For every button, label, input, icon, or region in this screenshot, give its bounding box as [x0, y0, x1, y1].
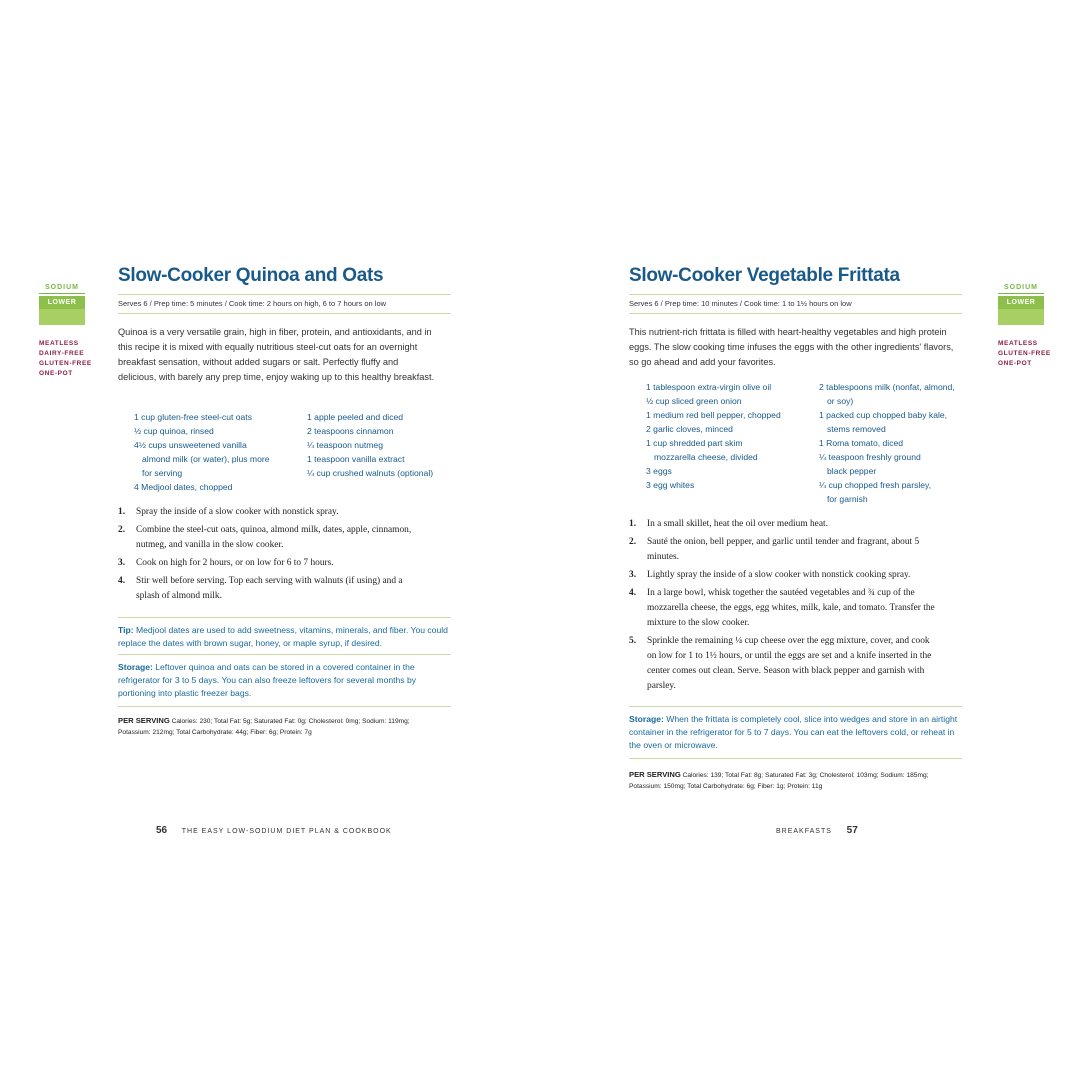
instruction-step — [629, 586, 939, 631]
nutrition-text: Calories: 230; Total Fat: 5g; Saturated Fat: 0g; Cholesterol: 0mg; Sodium: 119mg; Potassium: 212mg; Total Carbohydrate: 44g; Fiber: 6g; Protein: 7g — [118, 718, 410, 736]
nutrition-text: Calories: 139; Total Fat: 8g; Saturated Fat: 3g; Cholesterol: 103mg; Sodium: 185mg; Potassium: 150mg; Total Carbohydrate: 6g; Fiber: 1g; Protein: 11g — [629, 772, 929, 790]
step-text: In a small skillet, heat the oil over medium heat. — [647, 519, 828, 529]
book-title: THE EASY LOW-SODIUM DIET PLAN & COOKBOOK — [181, 828, 392, 835]
diet-tag: MEATLESS — [998, 340, 1038, 347]
sodium-level: LOWER — [998, 296, 1044, 309]
ingredient: ¼ teaspoon nutmeg — [307, 440, 383, 450]
diet-tag: GLUTEN-FREE — [39, 360, 92, 367]
ingredient-continued: almond milk (or water), plus more — [142, 454, 270, 464]
sodium-level-bar — [998, 309, 1044, 325]
step-text: Stir well before serving. Top each serving with walnuts (if using) and a splash of almond milk. — [136, 576, 403, 601]
instructions — [629, 517, 939, 697]
storage-label: Storage: — [118, 662, 153, 672]
ingredients-column-1 — [134, 410, 304, 494]
storage-note — [629, 706, 962, 759]
ingredient: 3 egg whites — [646, 480, 695, 490]
sodium-badge — [998, 284, 1051, 369]
diet-tags — [39, 339, 92, 379]
nutrition-info — [118, 715, 433, 738]
nutrition-info — [629, 769, 944, 792]
tip-label: Tip: — [118, 625, 134, 635]
recipe-intro: This nutrient-rich frittata is filled with heart-healthy vegetables and high protein eggs. The slow cooking time infuses the eggs with the other ingredients' flavors, so go ahead and add your favorites. — [629, 327, 954, 367]
ingredient: 1 packed cup chopped baby kale, — [819, 410, 948, 420]
step-text: Cook on high for 2 hours, or on low for 6 to 7 hours. — [136, 558, 334, 568]
step-number: 3. — [629, 570, 637, 580]
storage-label: Storage: — [629, 714, 664, 724]
nutrition-label: PER SERVING — [118, 716, 170, 725]
sodium-label: SODIUM — [39, 284, 85, 294]
ingredient: ½ cup quinoa, rinsed — [134, 426, 214, 436]
ingredient: 1 tablespoon extra-virgin olive oil — [646, 382, 772, 392]
recipe-title: Slow-Cooker Quinoa and Oats — [118, 265, 384, 286]
ingredient: ½ cup sliced green onion — [646, 396, 742, 406]
instruction-step — [118, 574, 418, 604]
diet-tag: GLUTEN-FREE — [998, 350, 1051, 357]
ingredient: 4½ cups unsweetened vanilla — [134, 440, 247, 450]
sodium-level-bar — [39, 309, 85, 325]
step-text: Sauté the onion, bell pepper, and garlic until tender and fragrant, about 5 minutes. — [647, 537, 920, 562]
tip-note — [118, 617, 451, 650]
instruction-step — [629, 634, 939, 694]
diet-tag: ONE-POT — [998, 360, 1032, 367]
ingredient-continued: for garnish — [827, 494, 868, 504]
ingredient: 2 teaspoons cinnamon — [307, 426, 394, 436]
recipe-meta: Serves 6 / Prep time: 10 minutes / Cook time: 1 to 1½ hours on low — [629, 294, 962, 314]
step-number: 2. — [118, 525, 126, 535]
nutrition-label: PER SERVING — [629, 770, 681, 779]
sodium-badge — [39, 284, 92, 379]
tip-text: Medjool dates are used to add sweetness, vitamins, minerals, and fiber. You could replace the dates with brown sugar, honey, or maple syrup, if desired. — [118, 625, 448, 648]
page-footer — [776, 825, 858, 836]
page-number: 56 — [156, 825, 168, 836]
step-text: Combine the steel-cut oats, quinoa, almond milk, dates, apple, cinnamon, nutmeg, and vanilla in the slow cooker. — [136, 525, 412, 550]
diet-tag: DAIRY-FREE — [39, 350, 85, 357]
ingredient: 1 Roma tomato, diced — [819, 438, 904, 448]
ingredient-continued: for serving — [142, 468, 183, 478]
step-number: 1. — [118, 507, 126, 517]
ingredient: ¼ cup chopped fresh parsley, — [819, 480, 932, 490]
ingredient: 1 medium red bell pepper, chopped — [646, 410, 781, 420]
instructions — [118, 505, 418, 607]
page-number: 57 — [846, 825, 858, 836]
ingredient: 3 eggs — [646, 466, 672, 476]
diet-tag: MEATLESS — [39, 340, 79, 347]
recipe-title: Slow-Cooker Vegetable Frittata — [629, 265, 900, 286]
ingredients-column-1 — [646, 380, 816, 492]
ingredient-continued: stems removed — [827, 424, 886, 434]
step-number: 3. — [118, 558, 126, 568]
ingredient-continued: black pepper — [827, 466, 877, 476]
ingredients-column-2 — [307, 410, 457, 480]
instruction-step — [118, 556, 418, 571]
ingredient: 4 Medjool dates, chopped — [134, 482, 233, 492]
ingredient: ¼ teaspoon freshly ground — [819, 452, 921, 462]
storage-text: When the frittata is completely cool, slice into wedges and store in an airtight container in the refrigerator for 5 to 7 days. You can eat the leftovers cold, or reheat in the oven or microwave. — [629, 714, 958, 750]
step-number: 4. — [629, 588, 637, 598]
instruction-step — [629, 535, 939, 565]
sodium-label: SODIUM — [998, 284, 1044, 294]
step-number: 5. — [629, 636, 637, 646]
step-text: Lightly spray the inside of a slow cooker with nonstick cooking spray. — [647, 570, 911, 580]
diet-tag: ONE-POT — [39, 370, 73, 377]
recipe-meta: Serves 6 / Prep time: 5 minutes / Cook time: 2 hours on high, 6 to 7 hours on low — [118, 294, 451, 314]
ingredients-column-2 — [819, 380, 969, 506]
ingredient: ¼ cup crushed walnuts (optional) — [307, 468, 434, 478]
storage-text: Leftover quinoa and oats can be stored in a covered container in the refrigerator for 3 to 5 days. You can also freeze leftovers for several months by portioning into plastic freezer bags. — [118, 662, 417, 698]
section-title: BREAKFASTS — [776, 828, 832, 835]
sodium-level: LOWER — [39, 296, 85, 309]
page-footer — [156, 825, 392, 836]
instruction-step — [118, 505, 418, 520]
storage-note — [118, 654, 451, 707]
ingredient-continued: or soy) — [827, 396, 854, 406]
step-number: 2. — [629, 537, 637, 547]
ingredient: 1 cup gluten-free steel-cut oats — [134, 412, 252, 422]
ingredient: 2 garlic cloves, minced — [646, 424, 733, 434]
instruction-step — [118, 523, 418, 553]
step-number: 1. — [629, 519, 637, 529]
instruction-step — [629, 517, 939, 532]
step-text: Spray the inside of a slow cooker with nonstick spray. — [136, 507, 339, 517]
recipe-intro: Quinoa is a very versatile grain, high in fiber, protein, and antioxidants, and in this recipe it is mixed with equally nutritious steel-cut oats for an overnight breakfast sensation, without added sugars or salt. Perfectly fluffy and delicious, with barely any prep time, enjoy waking up to this healthy breakfast. — [118, 327, 435, 382]
diet-tags — [998, 339, 1051, 369]
ingredient: 2 tablespoons milk (nonfat, almond, — [819, 382, 955, 392]
instruction-step — [629, 568, 939, 583]
ingredient: 1 teaspoon vanilla extract — [307, 454, 405, 464]
step-text: Sprinkle the remaining ¼ cup cheese over the egg mixture, cover, and cook on low for 1 to 1½ hours, or until the eggs are set and a knife inserted in the center comes out clean. Serve. Season with black pepper and garnish with parsley. — [647, 636, 932, 691]
ingredient: 1 apple peeled and diced — [307, 412, 404, 422]
step-number: 4. — [118, 576, 126, 586]
ingredient: 1 cup shredded part skim — [646, 438, 743, 448]
right-page — [540, 0, 1080, 1080]
ingredient-continued: mozzarella cheese, divided — [654, 452, 758, 462]
step-text: In a large bowl, whisk together the sautéed vegetables and ¾ cup of the mozzarella cheese, the eggs, egg whites, milk, kale, and tomato. Transfer the mixture to the slow cooker. — [647, 588, 935, 628]
